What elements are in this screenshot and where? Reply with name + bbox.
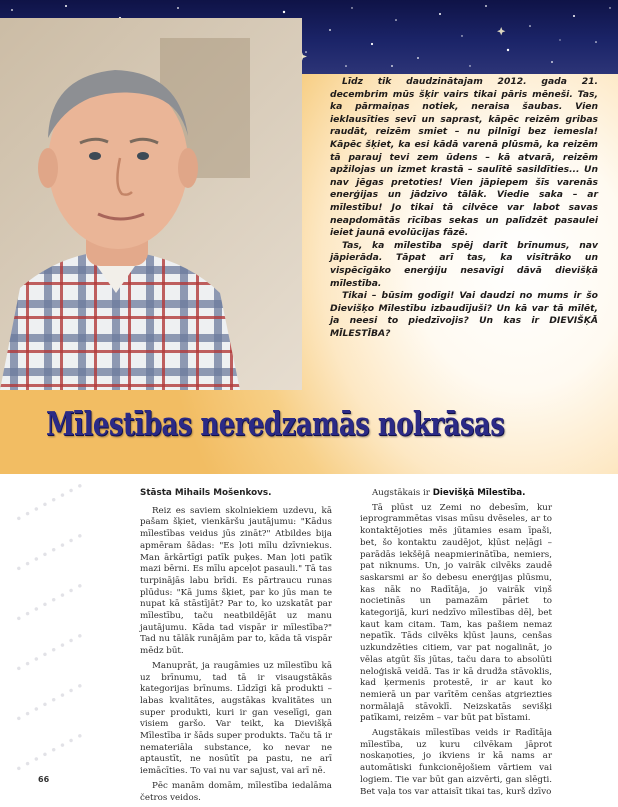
article-column-1	[140, 488, 332, 807]
article-column-2	[360, 488, 552, 801]
article-headline: Mīlestības neredzamās nokrāsas	[46, 404, 505, 443]
intro-paragraph: Tas, ka mīlestība spēj darīt brīnumus, nav jāpierāda. Tāpat arī tas, ka visītrāko un vispēcīgāko enerģiju nesavīgi dāvā dievišķā mīlestība.	[330, 239, 598, 289]
section-lead	[360, 488, 552, 500]
watermark-decoration: • • • • • • • •	[14, 680, 86, 726]
intro-text-block	[330, 76, 598, 340]
watermark-decoration: • • • • • • • •	[14, 530, 86, 576]
article-paragraph: Tā plūst uz Zemi no debesīm, kur ieprogrammētas visas mūsu dvēseles, ar to kontaktējoties mēs jūtamies esam īpaši, bet, šo kontaktu zaudējot, kļūst neļāgi – parādās iekšējā neapmierinātība, nemiers, pat niknums. Un, jo vairāk cilvēks zaudē saskarsmi ar šo debesu enerģijas plūsmu, kas nāk no Radītāja, jo vairāk viņš nocietinās un pamazām pāriet to kategorijā, kuri nedzīvo mīlestības dēļ, bet kaut kam citam. Tam, kas pašiem nemaz nepatīk. Tāds cilvēks kļūst ļauns, cenšas uzkundzēties citiem, var pat nogalināt, jo vēlas atgūt šīs jūtas, taču dara to absolūti neloģiskā veidā. Tas ir kā drudža stāvoklis, kad ķermenis protestē, ir ar kaut ko nemierā un par varītēm cenšas atgriezties normālajā stāvoklī. Neizskatās sevišķi patīkami, reizēm – var būt pat bīstami.	[360, 502, 552, 724]
article-paragraph: Manuprāt, ja raugāmies uz mīlestību kā uz brīnumu, tad tā ir visaugstākās kategorijas brīnums. Līdzīgi kā produkti – labas kvalitātes, augstākas kvalitātes un super produkti, kuri ir gan veselīgi, gan visiem garšo. Var teikt, ka Dievišķā Mīlestība ir šāds super produkts. Taču tā ir nemateriāla substance, ko nevar ne aptaustīt, ne nosūtīt pa pastu, ne arī iemācīties. To vai nu var sajust, vai arī nē.	[140, 660, 332, 777]
author-byline: Stāsta Mihails Mošenkovs.	[140, 488, 272, 498]
watermark-decoration: • • • • • • • •	[14, 480, 86, 526]
intro-paragraph: Tikai – būsim godīgi! Vai daudzi no mums ir šo Dievišķo Mīlestību izbaudījuši? Un kā var tā mīlēt, ja neesi to piedzīvojis? Un kas ir DIEVIŠĶĀ MĪLESTĪBA?	[330, 290, 598, 339]
article-paragraph: Augstākais mīlestības veids ir Radītāja mīlestība, uz kuru cilvēkam jāprot noskaņoties, jo ikviens ir kā nams ar automātiski funkcionējošiem vārtiem vai logiem. Tie var būt gan aizvērti, gan slēgti. Bet vaļa tos var attaisīt tikai tas, kurš dzīvo	[360, 728, 552, 797]
intro-paragraph: Līdz tik daudzinātajam 2012. gada 21. decembrim mūs šķir vairs tikai pāris mēneši. Tas, ka pārmaiņas notiek, neraisa šaubas. Vien ieklausīties sevī un saprast, kāpēc reizēm gribas raudāt, reizēm smiet – nu pilnīgi bez iemesla! Kāpēc šķiet, ka esi kādā varenā plūsmā, ka reizēm tā parauj tevi zem ūdens – kā atvarā, reizēm apžilojas un izmet krastā – saulītē sasildīties... Un nav jēgas pretoties! Vien jāpiepem šīs varenās enerģijas un jādzīvo tālāk. Viedie saka – ar mīlestību! Jo tikai tā cilvēce var labot savas neapdomātās rīcības sekas un palīdzēt pasaulei ieiet jaunā evolūcijas fāzē.	[330, 76, 598, 239]
page-number: 66	[38, 775, 50, 784]
watermark-decoration: • • • • • • • •	[14, 630, 86, 676]
article-paragraph: Reiz es saviem skolniekiem uzdevu, kā pašam šķiet, vienkāršu jautājumu: "Kādus mīlestības veidus jūs zināt?" Atbildes bija apmēram šādas: "Es ļoti mīlu dzīvniekus. Man ārkārtīgi patīk puķes. Man ļoti patīk mazi bērni. Es mīlu apceļot pasauli." Tā tas turpinājās labu brīdi. Es pārtraucu runas plūdus: "Kā jums šķiet, par ko jūs man te nupat kā stāstījāt? Par to, ko uzskatāt par mīlestību, taču neatbildējāt uz manu jautājumu. Kāda tad vispār ir mīlestība?" Tad nu tālāk runājām par to, kāda tā vispār mēdz būt.	[140, 505, 332, 657]
watermark-decoration: • • • • • • • •	[14, 580, 86, 626]
section-lead-prefix: Augstākais ir	[372, 488, 433, 498]
man-portrait-illustration	[0, 18, 302, 390]
portrait-photo	[0, 18, 302, 390]
section-lead-emphasis: Dievišķā Mīlestība.	[432, 488, 526, 498]
article-paragraph: Pēc manām domām, mīlestība iedalāma četros veidos.	[140, 780, 332, 803]
watermark-strip	[14, 480, 132, 786]
watermark-decoration: • • • • • • • •	[14, 730, 86, 776]
